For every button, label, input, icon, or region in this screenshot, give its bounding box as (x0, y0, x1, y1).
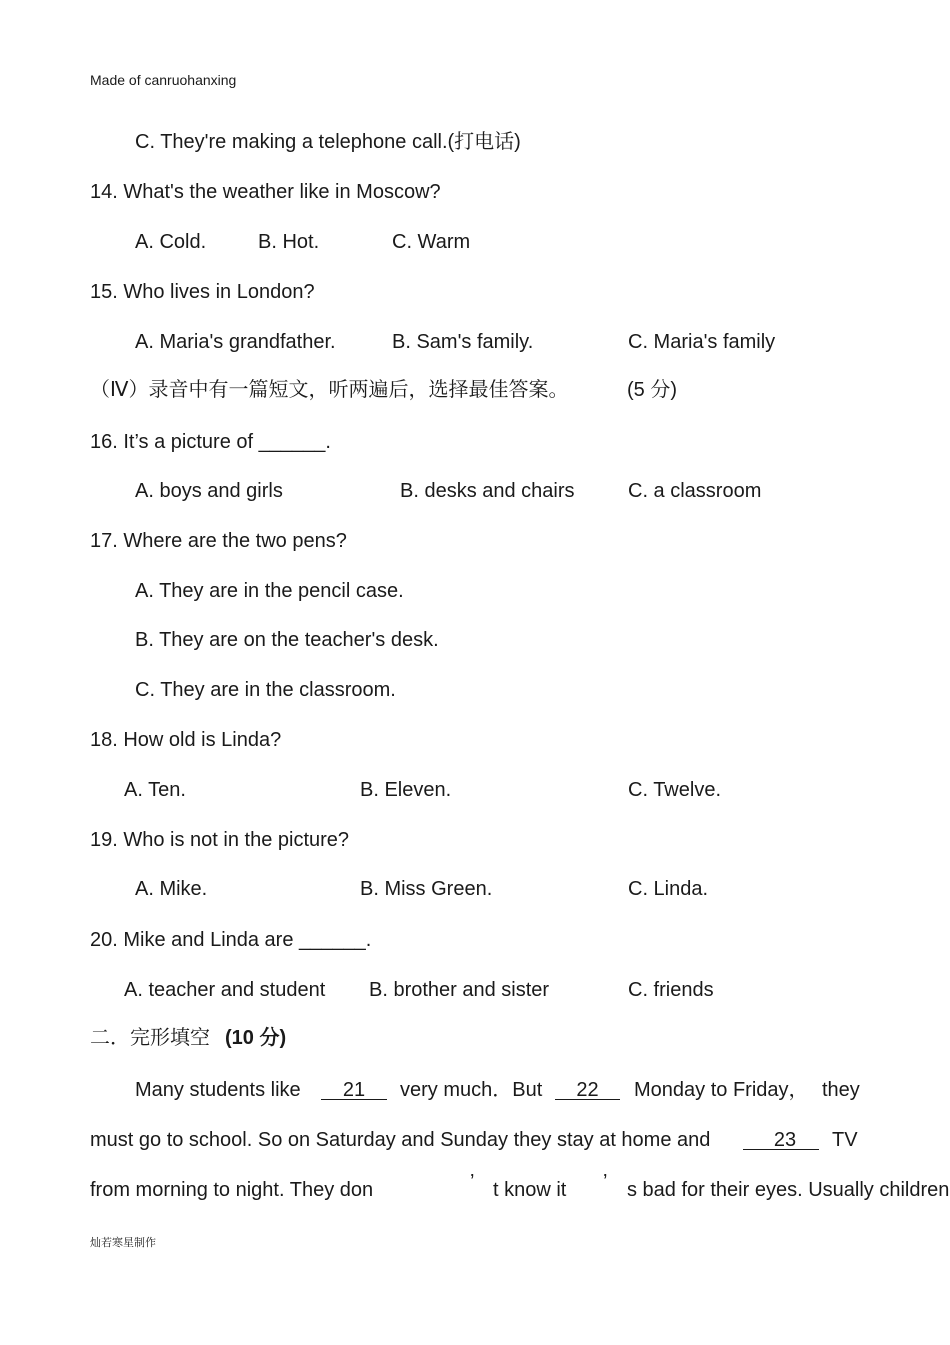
section-2-title: 二．完形填空 (90, 1027, 210, 1049)
q15-option-a: A. Maria's grandfather. (135, 331, 336, 353)
blank-22-number: 22 (576, 1079, 599, 1101)
passage-line2-part1: must go to school. So on Saturday and Sunday they stay at home and (90, 1129, 711, 1151)
q14-option-b: B. Hot. (258, 231, 320, 253)
q20-option-c: C. friends (628, 979, 714, 1001)
q20-option-b: B. brother and sister (369, 979, 550, 1001)
q16-option-b: B. desks and chairs (400, 480, 575, 502)
q17-question: 17. Where are the two pens? (90, 530, 347, 552)
section-4-instruction: （Ⅳ）录音中有一篇短文，听两遍后，选择最佳答案。 (90, 379, 569, 401)
blank-23-number: 23 (773, 1129, 797, 1151)
q18-option-b: B. Eleven. (360, 779, 452, 801)
passage-line1-part2: very much．But (400, 1079, 543, 1101)
q13-option-c: C. They're making a telephone call.(打电话) (135, 131, 521, 153)
q20-question: 20. Mike and Linda are ______. (90, 929, 372, 951)
blank-21-number: 21 (342, 1079, 366, 1101)
q15-option-c: C. Maria's family (628, 331, 776, 353)
q15-question: 15. Who lives in London? (90, 281, 315, 303)
q19-option-b: B. Miss Green. (360, 878, 493, 900)
q17-option-b: B. They are on the teacher's desk. (135, 629, 439, 651)
passage-line3-part2: t know it (493, 1179, 567, 1201)
passage-line3-apostrophe1: ’ (470, 1171, 475, 1193)
page-header: Made of canruohanxing (90, 72, 237, 88)
q18-option-c: C. Twelve. (628, 779, 721, 801)
q17-option-c: C. They are in the classroom. (135, 679, 396, 701)
q16-option-c: C. a classroom (628, 480, 762, 502)
q19-option-c: C. Linda. (628, 878, 709, 900)
q18-option-a: A. Ten. (124, 779, 186, 801)
passage-line3-apostrophe2: ’ (603, 1171, 608, 1193)
passage-line1-part1: Many students like (135, 1079, 301, 1101)
passage-line2-part2: TV (832, 1129, 858, 1151)
section-2-score: (10 分) (225, 1027, 287, 1049)
q19-question: 19. Who is not in the picture? (90, 829, 350, 851)
passage-line3-part1: from morning to night. They don (90, 1179, 374, 1201)
q14-question: 14. What's the weather like in Moscow? (90, 181, 441, 203)
q19-option-a: A. Mike. (135, 878, 208, 900)
q16-option-a: A. boys and girls (135, 480, 283, 502)
q14-option-c: C. Warm (392, 231, 471, 253)
page-footer: 灿若寒星制作 (90, 1237, 156, 1249)
passage-line3-part3: s bad for their eyes. Usually children (627, 1179, 950, 1201)
q18-question: 18. How old is Linda? (90, 729, 282, 751)
q16-question: 16. It’s a picture of ______. (90, 431, 331, 453)
q20-option-a: A. teacher and student (124, 979, 326, 1001)
q15-option-b: B. Sam's family. (392, 331, 534, 353)
section-4-score: (5 分) (627, 379, 677, 401)
q14-option-a: A. Cold. (135, 231, 207, 253)
passage-line1-part3: Monday to Friday， (634, 1079, 809, 1101)
passage-line1-part4: they (822, 1079, 860, 1101)
q17-option-a: A. They are in the pencil case. (135, 580, 404, 602)
